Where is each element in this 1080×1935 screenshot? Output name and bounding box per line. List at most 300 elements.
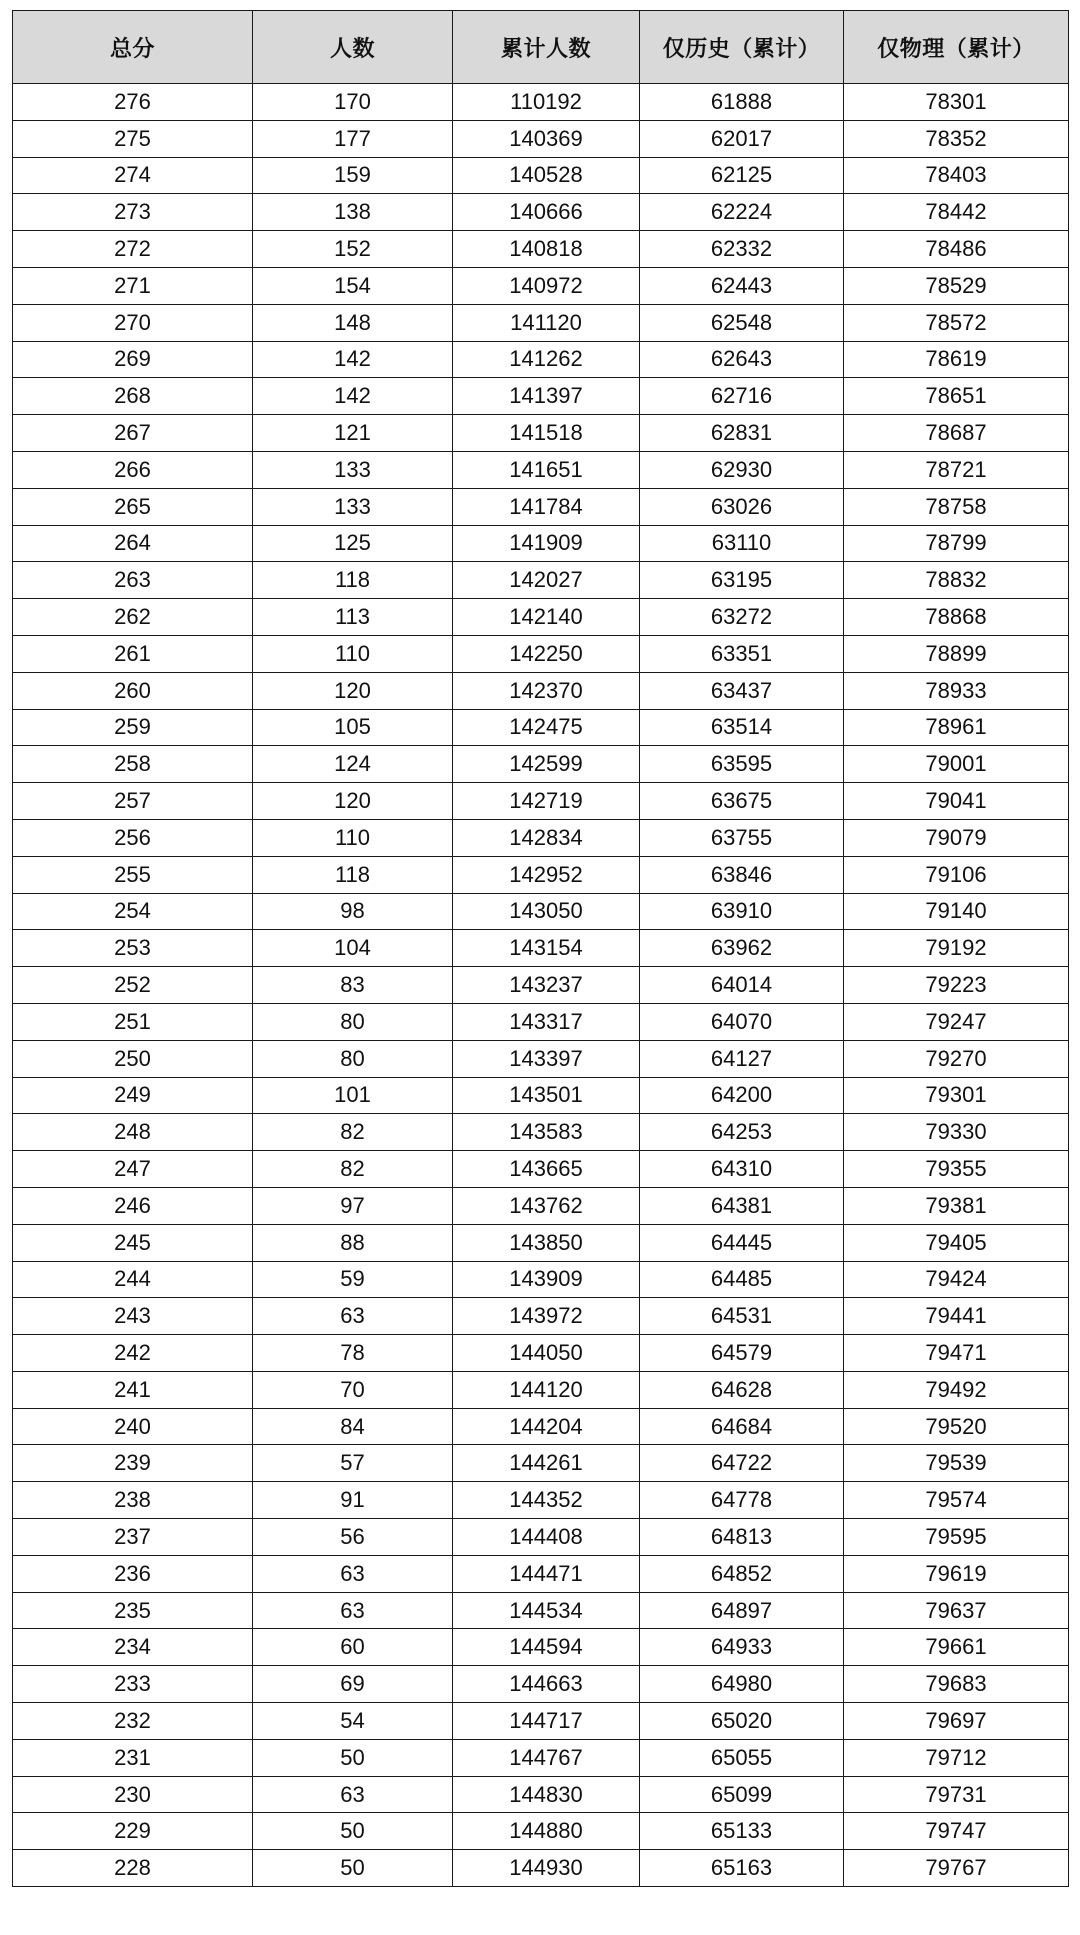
cell-history-cumulative: 65163 (640, 1850, 844, 1887)
cell-physics-cumulative: 79441 (844, 1298, 1069, 1335)
cell-total-score: 264 (13, 525, 253, 562)
cell-cumulative-count: 110192 (453, 84, 640, 121)
cell-cumulative-count: 144534 (453, 1592, 640, 1629)
table-row (13, 1629, 1069, 1666)
cell-count: 118 (253, 562, 453, 599)
table-row (13, 451, 1069, 488)
cell-cumulative-count: 143909 (453, 1261, 640, 1298)
table-row (13, 562, 1069, 599)
cell-history-cumulative: 62548 (640, 304, 844, 341)
cell-physics-cumulative: 79301 (844, 1077, 1069, 1114)
table-row (13, 1298, 1069, 1335)
table-row (13, 930, 1069, 967)
table-row (13, 1335, 1069, 1372)
cell-count: 80 (253, 1003, 453, 1040)
cell-physics-cumulative: 79492 (844, 1371, 1069, 1408)
cell-cumulative-count: 144352 (453, 1482, 640, 1519)
cell-history-cumulative: 62930 (640, 451, 844, 488)
cell-history-cumulative: 63595 (640, 746, 844, 783)
cell-cumulative-count: 140666 (453, 194, 640, 231)
cell-cumulative-count: 141651 (453, 451, 640, 488)
cell-count: 154 (253, 267, 453, 304)
cell-cumulative-count: 144767 (453, 1739, 640, 1776)
cell-history-cumulative: 65055 (640, 1739, 844, 1776)
cell-count: 57 (253, 1445, 453, 1482)
cell-count: 50 (253, 1850, 453, 1887)
cell-cumulative-count: 143762 (453, 1187, 640, 1224)
cell-cumulative-count: 142599 (453, 746, 640, 783)
cell-cumulative-count: 143397 (453, 1040, 640, 1077)
cell-history-cumulative: 62224 (640, 194, 844, 231)
score-distribution-sheet (12, 10, 1068, 1927)
table-row (13, 231, 1069, 268)
cell-cumulative-count: 142952 (453, 856, 640, 893)
cell-cumulative-count: 144204 (453, 1408, 640, 1445)
cell-count: 82 (253, 1151, 453, 1188)
cell-history-cumulative: 64531 (640, 1298, 844, 1335)
cell-history-cumulative: 64980 (640, 1666, 844, 1703)
cell-history-cumulative: 65133 (640, 1813, 844, 1850)
cell-physics-cumulative: 79747 (844, 1813, 1069, 1850)
cell-total-score: 248 (13, 1114, 253, 1151)
cell-history-cumulative: 64381 (640, 1187, 844, 1224)
table-row (13, 1592, 1069, 1629)
cell-history-cumulative: 62017 (640, 120, 844, 157)
cell-cumulative-count: 144120 (453, 1371, 640, 1408)
cell-count: 125 (253, 525, 453, 562)
cell-count: 148 (253, 304, 453, 341)
cell-cumulative-count: 144050 (453, 1335, 640, 1372)
cell-total-score: 238 (13, 1482, 253, 1519)
cell-history-cumulative: 64253 (640, 1114, 844, 1151)
table-row (13, 1040, 1069, 1077)
table-row (13, 157, 1069, 194)
cell-physics-cumulative: 79574 (844, 1482, 1069, 1519)
cell-physics-cumulative: 78572 (844, 304, 1069, 341)
table-row (13, 1114, 1069, 1151)
cell-cumulative-count: 144408 (453, 1519, 640, 1556)
table-row (13, 1261, 1069, 1298)
cell-physics-cumulative: 79697 (844, 1703, 1069, 1740)
cell-physics-cumulative: 79731 (844, 1776, 1069, 1813)
table-row (13, 378, 1069, 415)
cell-physics-cumulative: 78799 (844, 525, 1069, 562)
cell-physics-cumulative: 79471 (844, 1335, 1069, 1372)
table-row (13, 525, 1069, 562)
cell-total-score: 229 (13, 1813, 253, 1850)
cell-total-score: 263 (13, 562, 253, 599)
cell-count: 152 (253, 231, 453, 268)
table-row (13, 1850, 1069, 1887)
table-row (13, 709, 1069, 746)
cell-physics-cumulative: 79405 (844, 1224, 1069, 1261)
cell-history-cumulative: 62643 (640, 341, 844, 378)
cell-total-score: 265 (13, 488, 253, 525)
cell-physics-cumulative: 79520 (844, 1408, 1069, 1445)
cell-physics-cumulative: 79192 (844, 930, 1069, 967)
cell-total-score: 266 (13, 451, 253, 488)
cell-total-score: 262 (13, 599, 253, 636)
cell-cumulative-count: 143583 (453, 1114, 640, 1151)
cell-count: 84 (253, 1408, 453, 1445)
cell-total-score: 275 (13, 120, 253, 157)
cell-total-score: 228 (13, 1850, 253, 1887)
cell-physics-cumulative: 79106 (844, 856, 1069, 893)
cell-history-cumulative: 63846 (640, 856, 844, 893)
cell-cumulative-count: 142027 (453, 562, 640, 599)
cell-count: 78 (253, 1335, 453, 1372)
cell-physics-cumulative: 78961 (844, 709, 1069, 746)
cell-count: 120 (253, 783, 453, 820)
cell-history-cumulative: 63514 (640, 709, 844, 746)
cell-physics-cumulative: 78933 (844, 672, 1069, 709)
cell-count: 97 (253, 1187, 453, 1224)
cell-count: 121 (253, 415, 453, 452)
cell-physics-cumulative: 79247 (844, 1003, 1069, 1040)
cell-total-score: 249 (13, 1077, 253, 1114)
cell-physics-cumulative: 79041 (844, 783, 1069, 820)
cell-total-score: 242 (13, 1335, 253, 1372)
cell-total-score: 272 (13, 231, 253, 268)
cell-count: 124 (253, 746, 453, 783)
header-cumulative-count: 累计人数 (453, 11, 640, 84)
cell-total-score: 235 (13, 1592, 253, 1629)
cell-cumulative-count: 143237 (453, 967, 640, 1004)
cell-cumulative-count: 142719 (453, 783, 640, 820)
table-row (13, 1739, 1069, 1776)
cell-cumulative-count: 142250 (453, 635, 640, 672)
cell-history-cumulative: 64813 (640, 1519, 844, 1556)
cell-history-cumulative: 64445 (640, 1224, 844, 1261)
cell-count: 83 (253, 967, 453, 1004)
cell-cumulative-count: 141784 (453, 488, 640, 525)
cell-history-cumulative: 62716 (640, 378, 844, 415)
cell-history-cumulative: 64897 (640, 1592, 844, 1629)
cell-cumulative-count: 141909 (453, 525, 640, 562)
cell-physics-cumulative: 79330 (844, 1114, 1069, 1151)
table-header (13, 11, 1069, 84)
cell-history-cumulative: 63910 (640, 893, 844, 930)
cell-total-score: 269 (13, 341, 253, 378)
cell-total-score: 271 (13, 267, 253, 304)
header-history-only-cumulative: 仅历史（累计） (640, 11, 844, 84)
cell-history-cumulative: 62831 (640, 415, 844, 452)
cell-total-score: 244 (13, 1261, 253, 1298)
cell-total-score: 246 (13, 1187, 253, 1224)
table-row (13, 1555, 1069, 1592)
cell-count: 59 (253, 1261, 453, 1298)
cell-count: 50 (253, 1739, 453, 1776)
cell-physics-cumulative: 78899 (844, 635, 1069, 672)
cell-total-score: 241 (13, 1371, 253, 1408)
cell-count: 69 (253, 1666, 453, 1703)
cell-total-score: 253 (13, 930, 253, 967)
cell-count: 63 (253, 1776, 453, 1813)
cell-physics-cumulative: 78403 (844, 157, 1069, 194)
cell-history-cumulative: 64127 (640, 1040, 844, 1077)
cell-physics-cumulative: 79595 (844, 1519, 1069, 1556)
cell-total-score: 256 (13, 819, 253, 856)
cell-total-score: 240 (13, 1408, 253, 1445)
cell-physics-cumulative: 79619 (844, 1555, 1069, 1592)
header-total-score: 总分 (13, 11, 253, 84)
table-row (13, 1703, 1069, 1740)
cell-physics-cumulative: 79381 (844, 1187, 1069, 1224)
cell-total-score: 259 (13, 709, 253, 746)
table-row (13, 341, 1069, 378)
table-row (13, 267, 1069, 304)
table-row (13, 856, 1069, 893)
cell-history-cumulative: 64684 (640, 1408, 844, 1445)
cell-physics-cumulative: 79539 (844, 1445, 1069, 1482)
cell-total-score: 236 (13, 1555, 253, 1592)
cell-count: 159 (253, 157, 453, 194)
cell-physics-cumulative: 78619 (844, 341, 1069, 378)
cell-total-score: 254 (13, 893, 253, 930)
table-row (13, 967, 1069, 1004)
cell-physics-cumulative: 78721 (844, 451, 1069, 488)
cell-total-score: 232 (13, 1703, 253, 1740)
cell-count: 63 (253, 1592, 453, 1629)
cell-cumulative-count: 144261 (453, 1445, 640, 1482)
cell-history-cumulative: 64778 (640, 1482, 844, 1519)
cell-count: 56 (253, 1519, 453, 1556)
header-row (13, 11, 1069, 84)
cell-physics-cumulative: 79683 (844, 1666, 1069, 1703)
cell-physics-cumulative: 78832 (844, 562, 1069, 599)
cell-count: 70 (253, 1371, 453, 1408)
cell-count: 120 (253, 672, 453, 709)
table-row (13, 194, 1069, 231)
cell-count: 142 (253, 378, 453, 415)
cell-total-score: 237 (13, 1519, 253, 1556)
cell-physics-cumulative: 78442 (844, 194, 1069, 231)
cell-cumulative-count: 141518 (453, 415, 640, 452)
cell-cumulative-count: 144594 (453, 1629, 640, 1666)
table-row (13, 1003, 1069, 1040)
cell-cumulative-count: 140528 (453, 157, 640, 194)
cell-total-score: 276 (13, 84, 253, 121)
cell-cumulative-count: 140972 (453, 267, 640, 304)
cell-history-cumulative: 65020 (640, 1703, 844, 1740)
cell-count: 142 (253, 341, 453, 378)
header-count: 人数 (253, 11, 453, 84)
table-row (13, 1077, 1069, 1114)
cell-count: 60 (253, 1629, 453, 1666)
cell-history-cumulative: 64310 (640, 1151, 844, 1188)
cell-physics-cumulative: 78687 (844, 415, 1069, 452)
cell-total-score: 270 (13, 304, 253, 341)
table-row (13, 1371, 1069, 1408)
cell-total-score: 260 (13, 672, 253, 709)
score-table (12, 10, 1069, 1887)
cell-count: 118 (253, 856, 453, 893)
cell-count: 80 (253, 1040, 453, 1077)
cell-history-cumulative: 65099 (640, 1776, 844, 1813)
cell-history-cumulative: 64722 (640, 1445, 844, 1482)
cell-physics-cumulative: 79424 (844, 1261, 1069, 1298)
table-row (13, 746, 1069, 783)
cell-physics-cumulative: 79767 (844, 1850, 1069, 1887)
cell-total-score: 231 (13, 1739, 253, 1776)
table-row (13, 1776, 1069, 1813)
cell-count: 113 (253, 599, 453, 636)
cell-physics-cumulative: 79079 (844, 819, 1069, 856)
cell-physics-cumulative: 78352 (844, 120, 1069, 157)
cell-physics-cumulative: 79001 (844, 746, 1069, 783)
cell-count: 88 (253, 1224, 453, 1261)
cell-total-score: 273 (13, 194, 253, 231)
cell-total-score: 230 (13, 1776, 253, 1813)
cell-history-cumulative: 64070 (640, 1003, 844, 1040)
cell-count: 63 (253, 1298, 453, 1335)
cell-cumulative-count: 142834 (453, 819, 640, 856)
cell-count: 133 (253, 488, 453, 525)
table-row (13, 1151, 1069, 1188)
cell-history-cumulative: 64200 (640, 1077, 844, 1114)
cell-total-score: 268 (13, 378, 253, 415)
cell-history-cumulative: 63195 (640, 562, 844, 599)
cell-cumulative-count: 143154 (453, 930, 640, 967)
table-row (13, 1445, 1069, 1482)
cell-count: 82 (253, 1114, 453, 1151)
cell-count: 105 (253, 709, 453, 746)
cell-physics-cumulative: 78486 (844, 231, 1069, 268)
cell-physics-cumulative: 79270 (844, 1040, 1069, 1077)
table-row (13, 1224, 1069, 1261)
cell-history-cumulative: 61888 (640, 84, 844, 121)
cell-count: 133 (253, 451, 453, 488)
cell-total-score: 274 (13, 157, 253, 194)
cell-total-score: 251 (13, 1003, 253, 1040)
cell-count: 54 (253, 1703, 453, 1740)
cell-history-cumulative: 63351 (640, 635, 844, 672)
cell-count: 98 (253, 893, 453, 930)
cell-cumulative-count: 144880 (453, 1813, 640, 1850)
cell-cumulative-count: 143050 (453, 893, 640, 930)
table-row (13, 120, 1069, 157)
cell-count: 91 (253, 1482, 453, 1519)
table-row (13, 1813, 1069, 1850)
table-row (13, 783, 1069, 820)
cell-cumulative-count: 143317 (453, 1003, 640, 1040)
cell-cumulative-count: 144717 (453, 1703, 640, 1740)
cell-physics-cumulative: 79712 (844, 1739, 1069, 1776)
cell-physics-cumulative: 79140 (844, 893, 1069, 930)
cell-total-score: 250 (13, 1040, 253, 1077)
cell-history-cumulative: 64628 (640, 1371, 844, 1408)
table-row (13, 304, 1069, 341)
cell-history-cumulative: 64579 (640, 1335, 844, 1372)
cell-physics-cumulative: 78651 (844, 378, 1069, 415)
cell-history-cumulative: 63272 (640, 599, 844, 636)
cell-total-score: 258 (13, 746, 253, 783)
cell-count: 104 (253, 930, 453, 967)
cell-total-score: 234 (13, 1629, 253, 1666)
cell-cumulative-count: 141120 (453, 304, 640, 341)
cell-total-score: 245 (13, 1224, 253, 1261)
cell-cumulative-count: 143972 (453, 1298, 640, 1335)
cell-total-score: 233 (13, 1666, 253, 1703)
cell-total-score: 261 (13, 635, 253, 672)
cell-cumulative-count: 144930 (453, 1850, 640, 1887)
cell-history-cumulative: 64933 (640, 1629, 844, 1666)
table-row (13, 1666, 1069, 1703)
cell-total-score: 257 (13, 783, 253, 820)
table-row (13, 1482, 1069, 1519)
cell-count: 50 (253, 1813, 453, 1850)
table-row (13, 415, 1069, 452)
cell-physics-cumulative: 79661 (844, 1629, 1069, 1666)
cell-cumulative-count: 143665 (453, 1151, 640, 1188)
cell-history-cumulative: 63755 (640, 819, 844, 856)
cell-cumulative-count: 143850 (453, 1224, 640, 1261)
cell-history-cumulative: 63026 (640, 488, 844, 525)
table-row (13, 599, 1069, 636)
cell-cumulative-count: 144830 (453, 1776, 640, 1813)
cell-cumulative-count: 141262 (453, 341, 640, 378)
cell-cumulative-count: 144663 (453, 1666, 640, 1703)
cell-history-cumulative: 62332 (640, 231, 844, 268)
cell-history-cumulative: 64014 (640, 967, 844, 1004)
cell-history-cumulative: 62443 (640, 267, 844, 304)
table-row (13, 1187, 1069, 1224)
cell-count: 110 (253, 819, 453, 856)
cell-history-cumulative: 63962 (640, 930, 844, 967)
cell-history-cumulative: 63675 (640, 783, 844, 820)
table-row (13, 1519, 1069, 1556)
cell-count: 138 (253, 194, 453, 231)
cell-cumulative-count: 141397 (453, 378, 640, 415)
cell-total-score: 239 (13, 1445, 253, 1482)
cell-physics-cumulative: 78758 (844, 488, 1069, 525)
table-row (13, 893, 1069, 930)
cell-count: 110 (253, 635, 453, 672)
header-physics-only-cumulative: 仅物理（累计） (844, 11, 1069, 84)
cell-physics-cumulative: 78529 (844, 267, 1069, 304)
cell-history-cumulative: 63110 (640, 525, 844, 562)
cell-count: 63 (253, 1555, 453, 1592)
cell-total-score: 247 (13, 1151, 253, 1188)
table-row (13, 1408, 1069, 1445)
table-row (13, 635, 1069, 672)
cell-physics-cumulative: 78301 (844, 84, 1069, 121)
cell-count: 177 (253, 120, 453, 157)
cell-physics-cumulative: 79637 (844, 1592, 1069, 1629)
cell-total-score: 252 (13, 967, 253, 1004)
table-row (13, 84, 1069, 121)
cell-cumulative-count: 144471 (453, 1555, 640, 1592)
cell-history-cumulative: 64485 (640, 1261, 844, 1298)
table-row (13, 819, 1069, 856)
cell-count: 170 (253, 84, 453, 121)
cell-count: 101 (253, 1077, 453, 1114)
cell-physics-cumulative: 79355 (844, 1151, 1069, 1188)
cell-history-cumulative: 62125 (640, 157, 844, 194)
cell-history-cumulative: 64852 (640, 1555, 844, 1592)
table-body (13, 84, 1069, 1887)
cell-cumulative-count: 142370 (453, 672, 640, 709)
cell-total-score: 255 (13, 856, 253, 893)
cell-history-cumulative: 63437 (640, 672, 844, 709)
cell-physics-cumulative: 78868 (844, 599, 1069, 636)
cell-cumulative-count: 140369 (453, 120, 640, 157)
cell-cumulative-count: 142475 (453, 709, 640, 746)
table-row (13, 672, 1069, 709)
cell-total-score: 267 (13, 415, 253, 452)
cell-total-score: 243 (13, 1298, 253, 1335)
cell-physics-cumulative: 79223 (844, 967, 1069, 1004)
